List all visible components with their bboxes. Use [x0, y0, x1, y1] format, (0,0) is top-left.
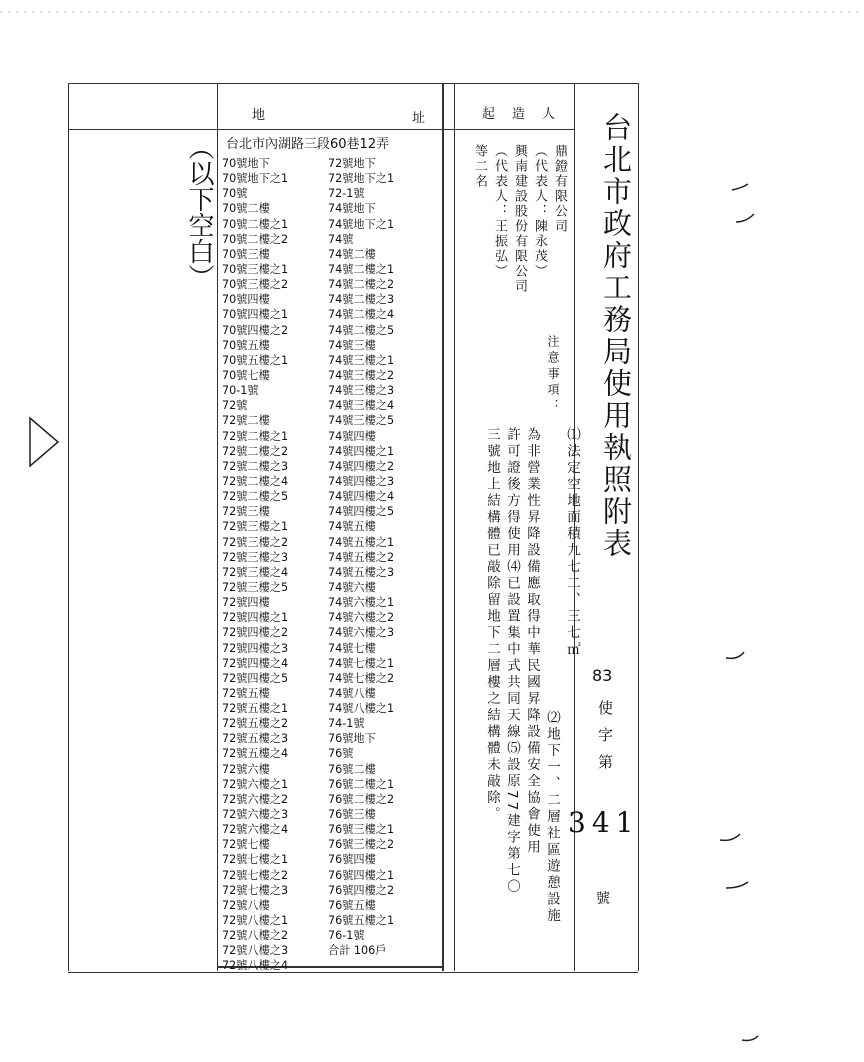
address-entry: 72號五樓	[222, 686, 270, 700]
address-entry: 70號三樓	[222, 247, 270, 261]
address-entry: 74號三樓之5	[328, 414, 395, 428]
address-entry: 74號五樓	[328, 520, 376, 534]
address-entry: 72號八樓之3	[222, 944, 289, 958]
address-entry: 70號七樓	[222, 368, 270, 382]
address-entry: 72號四樓之4	[222, 656, 289, 670]
address-entry: 72號三樓之2	[222, 535, 289, 549]
address-entry: 72號五樓之4	[222, 747, 289, 761]
address-entry: 74號四樓之3	[328, 474, 395, 488]
notice-line: ⑵地下一、二層社區遊憩設施	[544, 710, 560, 925]
address-entry: 74號六樓之1	[328, 596, 395, 610]
address-entry: 76號五樓	[328, 898, 376, 912]
address-entry: 72號四樓之5	[222, 671, 289, 685]
address-entry: 74號六樓之2	[328, 611, 395, 625]
address-entry: 72號七樓之3	[222, 883, 289, 897]
address-entry: 74號三樓之4	[328, 399, 395, 413]
document-title: 台北市政府工務局使用執照附表	[599, 112, 633, 560]
address-entry: 74號六樓之3	[328, 626, 395, 640]
address-entry: 74號七樓之1	[328, 656, 395, 670]
address-entry: 72號二樓之2	[222, 444, 289, 458]
address-entry: 70號四樓之1	[222, 308, 289, 322]
address-entry: 74號二樓	[328, 247, 376, 261]
address-entry: 76號三樓之2	[328, 838, 395, 852]
address-entry: 72號二樓之5	[222, 490, 289, 504]
address-entry: 74號四樓之2	[328, 459, 395, 473]
address-entry: 72號二樓之4	[222, 474, 289, 488]
address-entry: 合計 106戶	[328, 944, 387, 958]
permit-year: 83	[592, 666, 613, 685]
address-entry: 72號四樓之3	[222, 641, 289, 655]
address-entry: 76號三樓	[328, 808, 376, 822]
address-entry: 74號	[328, 232, 354, 246]
address-entry: 76號四樓	[328, 853, 376, 867]
address-entry: 70號地下	[222, 157, 270, 170]
address-entry: 74號六樓	[328, 580, 376, 594]
address-entry: 76號二樓	[328, 762, 376, 776]
address-entry: 72號三樓之1	[222, 520, 289, 534]
address-entry: 72號三樓之3	[222, 550, 289, 564]
address-entry: 74號七樓	[328, 641, 376, 655]
address-entry: 72號六樓之3	[222, 808, 289, 822]
address-entry: 72號四樓之1	[222, 611, 289, 625]
address-entry: 76號二樓之1	[328, 777, 395, 791]
permit-type: 使字第	[596, 700, 614, 781]
address-entry: 72號三樓	[222, 505, 270, 519]
address-entry: 74號五樓之1	[328, 535, 395, 549]
address-entry: 70號三樓之2	[222, 278, 289, 292]
address-entry: 72號六樓	[222, 762, 270, 776]
address-entry: 74號三樓之1	[328, 353, 395, 367]
address-entry: 74號二樓之3	[328, 293, 395, 307]
address-header-left: 地	[252, 108, 266, 123]
address-header-right: 址	[412, 111, 426, 126]
address-entry: 74號二樓之5	[328, 323, 395, 337]
address-entry: 72號	[222, 399, 248, 413]
address-entry: 72號三樓之4	[222, 565, 289, 579]
address-entry: 72號二樓	[222, 414, 270, 428]
address-entry: 72號三樓之5	[222, 580, 289, 594]
address-entry: 70號	[222, 187, 248, 201]
address-entry: 76-1號	[328, 929, 365, 943]
address-entry: 72號二樓之3	[222, 459, 289, 473]
address-entry: 74號二樓之2	[328, 278, 395, 292]
address-entry: 70號二樓之2	[222, 232, 289, 246]
address-entry: 72號五樓之2	[222, 717, 289, 731]
address-entry: 72號地下之1	[328, 172, 395, 186]
address-entry: 74號三樓之3	[328, 384, 395, 398]
address-entry: 70號四樓之2	[222, 323, 289, 337]
address-entry: 74號二樓之1	[328, 262, 395, 276]
address-entry: 76號三樓之1	[328, 823, 395, 837]
address-entry: 74號三樓之2	[328, 368, 395, 382]
address-entry: 74號四樓之4	[328, 490, 395, 504]
address-entry: 72號四樓之2	[222, 626, 289, 640]
applicant-line: 鼎鐙有限公司	[552, 144, 567, 234]
address-entry: 70號地下之1	[222, 172, 289, 186]
address-entry: 74號二樓之4	[328, 308, 395, 322]
applicant-line: （代表人：陳永茂）	[532, 144, 547, 279]
address-entry: 74號五樓之3	[328, 565, 395, 579]
address-entry: 70-1號	[222, 384, 259, 398]
address-entry: 72號八樓之4	[222, 959, 289, 973]
address-entry: 74-1號	[328, 717, 365, 731]
address-entry: 76號地下	[328, 732, 376, 746]
address-entry: 74號五樓之2	[328, 550, 395, 564]
address-entry: 74號四樓	[328, 429, 376, 443]
address-entry: 72號八樓之2	[222, 929, 289, 943]
address-entry: 70號五樓	[222, 338, 270, 352]
address-entry: 74號地下之1	[328, 217, 395, 231]
permit-suffix: 號	[596, 891, 610, 907]
address-entry: 70號四樓	[222, 293, 270, 307]
applicant-header: 起造人	[482, 107, 573, 122]
address-entry: 72號七樓之2	[222, 868, 289, 882]
notice-line: 為非營業性昇降設備應取得中華民國昇降設備安全協會使用	[524, 427, 540, 856]
address-entry: 76號四樓之2	[328, 883, 395, 897]
notice-line: 三號地上結構體已敲除留地下二層樓之結構體未敲除。	[484, 427, 500, 823]
address-entry: 72號六樓之2	[222, 792, 289, 806]
address-entry: 70號二樓之1	[222, 217, 289, 231]
blank-below-note: （以下空白）	[184, 134, 214, 290]
address-heading: 台北市內湖路三段60巷12弄	[226, 137, 390, 152]
address-entry: 74號八樓	[328, 686, 376, 700]
address-entry: 76號四樓之1	[328, 868, 395, 882]
address-entry: 74號八樓之1	[328, 702, 395, 716]
notice-line: ⑴法定空地面積九七二、三七㎡	[564, 427, 580, 658]
address-entry: 72號二樓之1	[222, 429, 289, 443]
address-entry: 72號七樓	[222, 838, 270, 852]
address-entry: 72號八樓之1	[222, 914, 289, 928]
notice-line: 許可證後方得使用⑷已設置集中式共同天線⑸設原77建字第七〇	[504, 427, 520, 896]
address-entry: 74號三樓	[328, 338, 376, 352]
address-entry: 70號五樓之1	[222, 353, 289, 367]
address-entry: 72號五樓之1	[222, 702, 289, 716]
permit-number: 341	[568, 806, 640, 839]
address-entry: 76號五樓之1	[328, 914, 395, 928]
address-entry: 76號二樓之2	[328, 792, 395, 806]
address-entry: 70號二樓	[222, 202, 270, 216]
address-entry: 72號五樓之3	[222, 732, 289, 746]
address-entry: 74號地下	[328, 202, 376, 216]
address-entry: 72號七樓之1	[222, 853, 289, 867]
address-entry: 72號地下	[328, 157, 376, 170]
address-entry: 74號四樓之1	[328, 444, 395, 458]
address-entry: 72號六樓之1	[222, 777, 289, 791]
address-entry: 74號七樓之2	[328, 671, 395, 685]
address-entry: 72號六樓之4	[222, 823, 289, 837]
address-entry: 72號四樓	[222, 596, 270, 610]
applicant-line: 興南建設股份有限公司	[512, 144, 527, 294]
applicant-line: （代表人：王振弘）	[492, 144, 507, 279]
notice-title: 注意事項：	[546, 335, 560, 415]
address-entry: 72號八樓	[222, 898, 270, 912]
applicant-line: 等二名	[472, 144, 487, 189]
address-entry: 70號三樓之1	[222, 262, 289, 276]
address-entry: 76號	[328, 747, 354, 761]
address-entry: 74號四樓之5	[328, 505, 395, 519]
address-entry: 72-1號	[328, 187, 365, 201]
